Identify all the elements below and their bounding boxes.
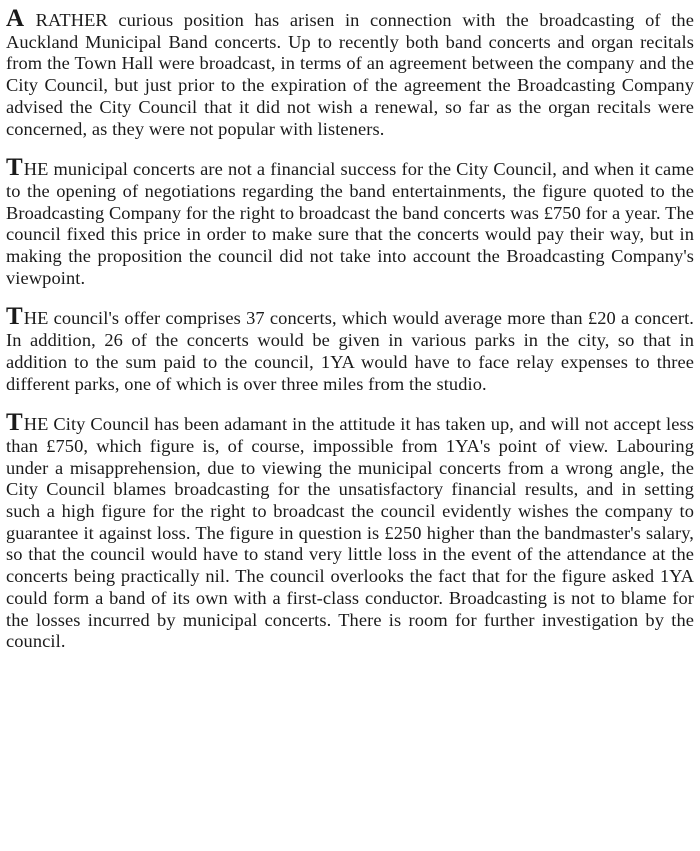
drop-cap: T (6, 409, 23, 437)
lead-word: RATHER (25, 10, 108, 30)
drop-cap: T (6, 154, 23, 182)
paragraph-1 (6, 5, 694, 140)
paragraph-2 (6, 154, 694, 289)
paragraph-text: curious position has arisen in connection with the broadcasting of the Auckland Municipal Band concerts. Up to recently both band concerts and organ recitals from the Town Hall were broadcast, in terms of an agreement between the company and the City Council, but just prior to the expiration of the agreement the Broadcasting Company advised the City Council that it did not wish a renewal, so far as the organ recitals were concerned, as they were not popular with listeners. (6, 10, 694, 139)
paragraph-3 (6, 303, 694, 395)
drop-cap: A (6, 5, 25, 32)
paragraph-4 (6, 409, 694, 653)
paragraph-text: City Council has been adamant in the attitude it has taken up, and will not accept less than £750, which figure is, of course, impossible from 1YA's point of view. Labouring under a misapprehension, due to viewing the municipal concerts from a wrong angle, the City Council blames broadcasting for the unsatisfactory financial results, and in setting such a high figure for the right to broadcast the council evidently wishes the company to guarantee it against loss. The figure in question is £250 higher than the bandmaster's salary, so that the council would have to stand very little loss in the event of the attendance at the concerts being practically nil. The council overlooks the fact that for the figure asked 1YA could form a band of its own with a first-class conductor. Broadcasting is not to blame for the losses incurred by municipal concerts. There is room for further investigation by the council. (6, 414, 694, 652)
paragraph-text: municipal concerts are not a financial success for the City Council, and when it came to the opening of negotiations regarding the band entertainments, the figure quoted to the Broadcasting Company for the right to broadcast the band concerts was £750 for a year. The council fixed this price in order to make sure that the concerts would pay their way, but in making the proposition the council did not take into account the Broadcasting Company's viewpoint. (6, 159, 694, 288)
article (6, 5, 694, 668)
paragraph-text: council's offer comprises 37 concerts, which would average more than £20 a concert. In addition, 26 of the concerts would be given in various parks in the city, so that in addition to the sum paid to the council, 1YA would have to face relay expenses to three different parks, one of which is over three miles from the studio. (6, 308, 694, 394)
lead-word: HE (23, 159, 49, 180)
drop-cap: T (6, 303, 23, 331)
lead-word: HE (23, 308, 49, 329)
lead-word: HE (23, 414, 49, 435)
